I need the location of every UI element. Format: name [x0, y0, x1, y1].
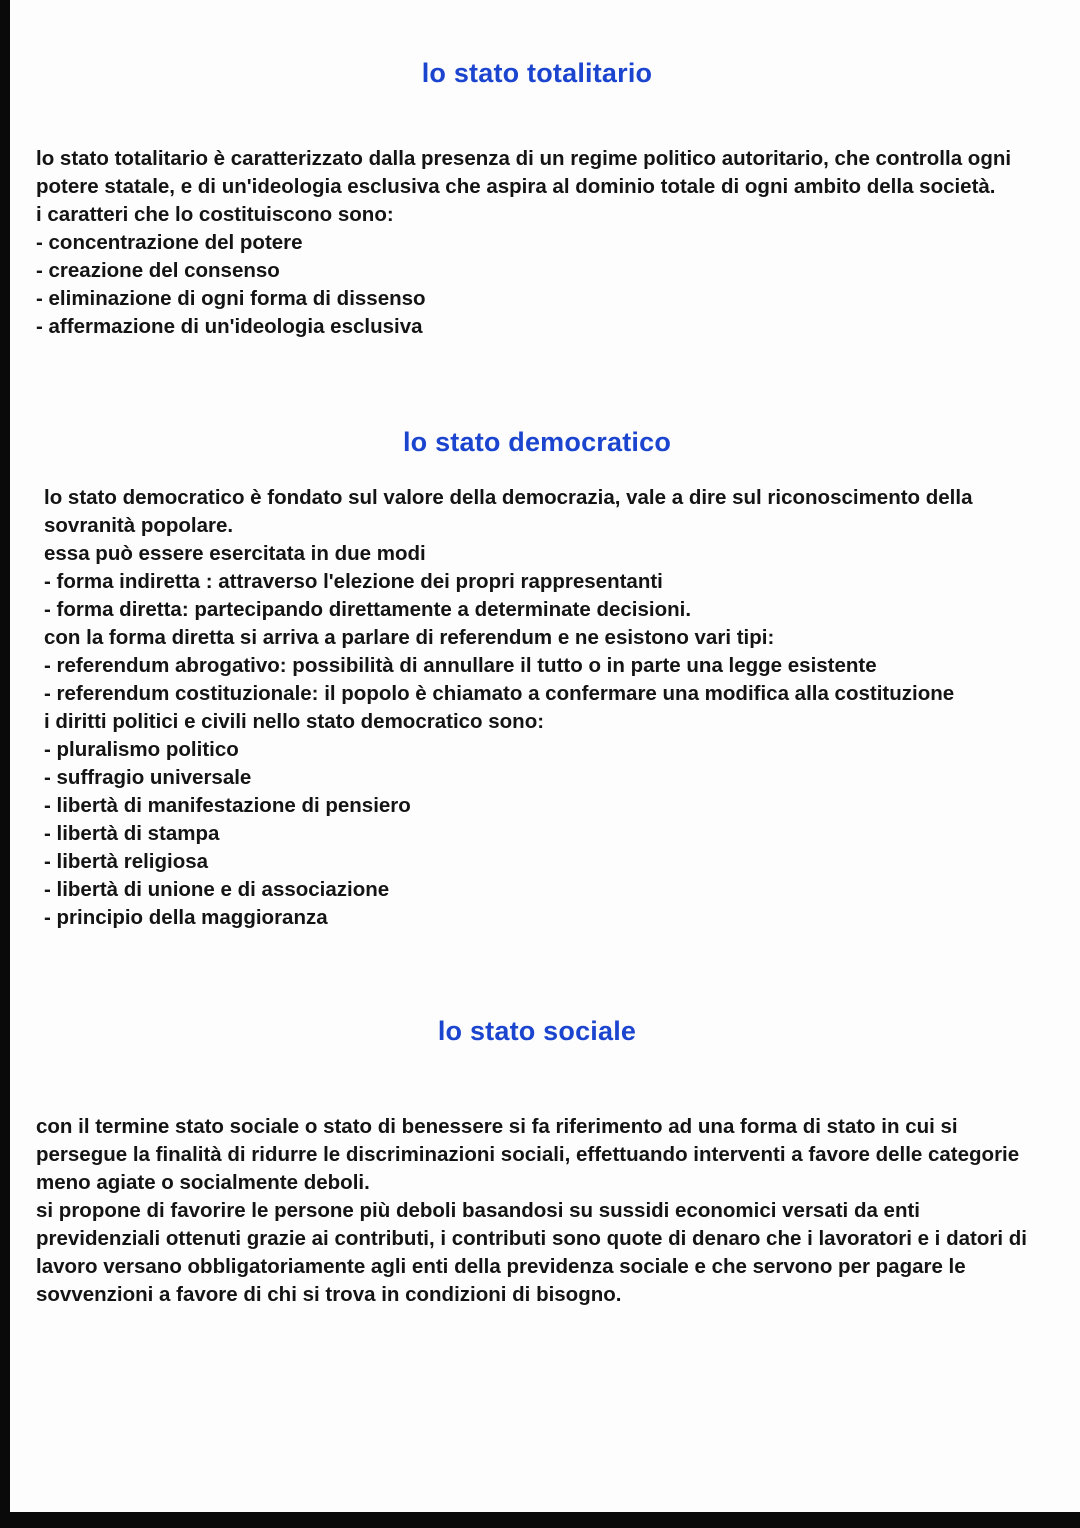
bullet-item: - referendum costituzionale: il popolo è chiamato a confermare una modifica alla costituzione — [44, 682, 955, 705]
bullet-item: - libertà di stampa — [44, 822, 220, 845]
paragraph: con il termine stato sociale o stato di benessere si fa riferimento ad una forma di stato in cui si persegue la finalità di ridurre le discriminazioni sociali, effettuando interventi a favore delle categorie meno agiate o socialmente deboli. — [36, 1115, 1020, 1194]
bullet-item: - libertà religiosa — [44, 850, 209, 873]
bullet-item: - affermazione di un'ideologia esclusiva — [36, 315, 423, 338]
paragraph: i caratteri che lo costituiscono sono: — [36, 203, 394, 226]
bullet-item: - forma indiretta : attraverso l'elezione dei propri rappresentanti — [44, 570, 663, 593]
section-stato-sociale — [36, 1016, 1038, 1309]
paragraph: si propone di favorire le persone più deboli basandosi su sussidi economici versati da enti previdenziali ottenuti grazie ai contributi, i contributi sono quote di denaro che i lavoratori e i datori di lavoro versano obbligatoriamente agli enti della previdenza sociale e che servono per pagare le sovvenzioni a favore di chi si trova in condizioni di bisogno. — [36, 1199, 1027, 1306]
bullet-item: - forma diretta: partecipando direttamente a determinate decisioni. — [44, 598, 692, 621]
paragraph: con la forma diretta si arriva a parlare di referendum e ne esistono vari tipi: — [44, 626, 775, 649]
section-stato-totalitario — [36, 58, 1038, 341]
bullet-item: - creazione del consenso — [36, 259, 280, 282]
bullet-item: - principio della maggioranza — [44, 906, 328, 929]
page-edge-bottom — [0, 1512, 1080, 1528]
bullet-item: - suffragio universale — [44, 766, 252, 789]
bullet-item: - pluralismo politico — [44, 738, 239, 761]
heading-stato-totalitario: lo stato totalitario — [421, 58, 653, 88]
bullet-item: - concentrazione del potere — [36, 231, 303, 254]
paragraph: lo stato totalitario è caratterizzato dalla presenza di un regime politico autoritario, che controlla ogni potere statale, e di un'ideologia esclusiva che aspira al dominio totale di ogni ambito della società. — [36, 147, 1012, 198]
bullet-item: - libertà di unione e di associazione — [44, 878, 390, 901]
section-stato-democratico — [36, 427, 1038, 932]
bullet-item: - libertà di manifestazione di pensiero — [44, 794, 411, 817]
bullet-item: - referendum abrogativo: possibilità di annullare il tutto o in parte una legge esistente — [44, 654, 877, 677]
bullet-item: - eliminazione di ogni forma di dissenso — [36, 287, 426, 310]
section-body — [36, 484, 1038, 932]
heading-stato-sociale: lo stato sociale — [437, 1016, 637, 1046]
paragraph: essa può essere esercitata in due modi — [44, 542, 426, 565]
section-body — [36, 145, 1038, 341]
section-body — [36, 1113, 1038, 1309]
paragraph: i diritti politici e civili nello stato democratico sono: — [44, 710, 545, 733]
paragraph: lo stato democratico è fondato sul valore della democrazia, vale a dire sul riconoscimento della sovranità popolare. — [44, 486, 973, 537]
heading-stato-democratico: lo stato democratico — [402, 427, 672, 457]
